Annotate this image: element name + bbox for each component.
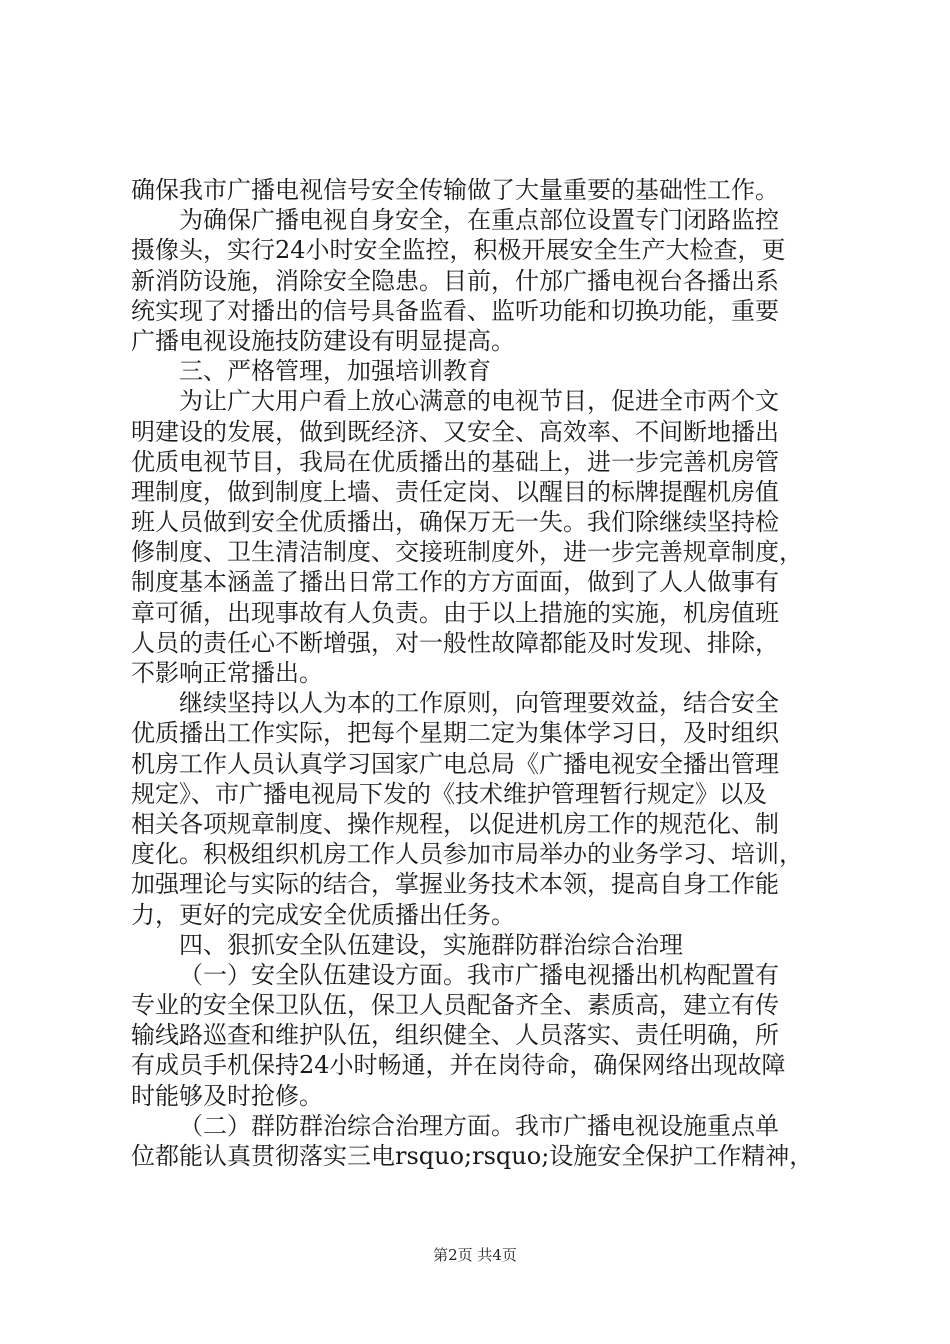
- text-line: 修制度、卫生清洁制度、交接班制度外，进一步完善规章制度，: [131, 538, 803, 567]
- text-line: 机房工作人员认真学习国家广电总局《广播电视安全播出管理: [131, 749, 779, 778]
- text-line: 明建设的发展，做到既经济、又安全、高效率、不间断地播出: [131, 417, 779, 446]
- page-footer: 第2页 共4页: [433, 1246, 517, 1264]
- text-line: 四、狠抓安全队伍建设，实施群防群治综合治理: [179, 930, 683, 959]
- text-line: 度化。积极组织机房工作人员参加市局举办的业务学习、培训，: [131, 840, 803, 869]
- text-line: 理制度，做到制度上墙、责任定岗、以醒目的标牌提醒机房值: [131, 477, 779, 506]
- text-line: 输线路巡查和维护队伍，组织健全、人员落实、责任明确，所: [131, 1021, 779, 1050]
- text-line: 三、严格管理，加强培训教育: [179, 357, 491, 386]
- text-line: 统实现了对播出的信号具备监看、监听功能和切换功能，重要: [131, 296, 779, 325]
- text-line: 加强理论与实际的结合，掌握业务技术本领，提高自身工作能: [131, 870, 779, 899]
- text-line: （二）群防群治综合治理方面。我市广播电视设施重点单: [179, 1111, 779, 1140]
- text-line: 制度基本涵盖了播出日常工作的方方面面，做到了人人做事有: [131, 568, 779, 597]
- text-line: 继续坚持以人为本的工作原则，向管理要效益，结合安全: [179, 689, 779, 718]
- text-line: 相关各项规章制度、操作规程，以促进机房工作的规范化、制: [131, 809, 779, 838]
- text-line: 有成员手机保持24小时畅通，并在岗待命，确保网络出现故障: [131, 1051, 786, 1080]
- text-line: 摄像头，实行24小时安全监控，积极开展安全生产大检查，更: [131, 236, 786, 265]
- text-line: 班人员做到安全优质播出，确保万无一失。我们除继续坚持检: [131, 508, 779, 537]
- text-line: （一）安全队伍建设方面。我市广播电视播出机构配置有: [179, 960, 779, 989]
- text-line: 优质电视节目，我局在优质播出的基础上，进一步完善机房管: [131, 447, 779, 476]
- text-line: 时能够及时抢修。: [131, 1081, 323, 1110]
- text-line: 章可循，出现事故有人负责。由于以上措施的实施，机房值班: [131, 598, 779, 627]
- text-line: 广播电视设施技防建设有明显提高。: [131, 326, 515, 355]
- text-line: 规定》、市广播电视局下发的《技术维护管理暂行规定》以及: [131, 779, 767, 808]
- text-line: 力，更好的完成安全优质播出任务。: [131, 900, 515, 929]
- text-line: 优质播出工作实际，把每个星期二定为集体学习日，及时组织: [131, 719, 779, 748]
- text-line: 人员的责任心不断增强，对一般性故障都能及时发现、排除，: [131, 628, 779, 657]
- text-line: 为让广大用户看上放心满意的电视节目，促进全市两个文: [179, 387, 779, 416]
- text-line: 专业的安全保卫队伍，保卫人员配备齐全、素质高，建立有传: [131, 991, 779, 1020]
- text-line: 不影响正常播出。: [131, 659, 323, 687]
- document-body: [131, 175, 831, 1171]
- text-line: 为确保广播电视自身安全，在重点部位设置专门闭路监控: [179, 206, 779, 235]
- text-line: 位都能认真贯彻落实三电rsquo;rsquo;设施安全保护工作精神，: [131, 1142, 814, 1170]
- text-line: 确保我市广播电视信号安全传输做了大量重要的基础性工作。: [131, 176, 779, 204]
- text-line: 新消防设施，消除安全隐患。目前，什邡广播电视台各播出系: [131, 266, 779, 295]
